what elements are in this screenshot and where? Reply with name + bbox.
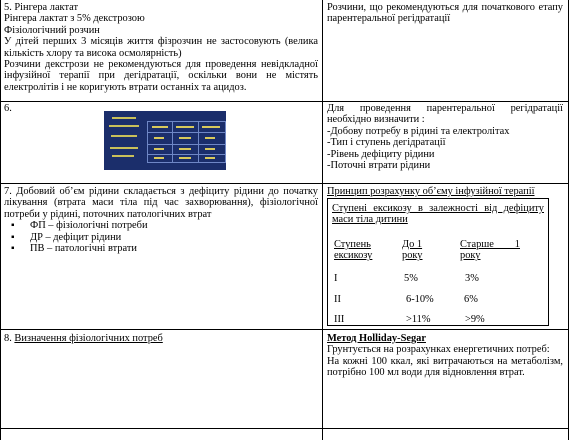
row7-left-cell bbox=[4, 186, 318, 254]
row7-paragraph: 7. Добовий об’єм рідини складається з дефіциту рідини до початку лікування (втрата маси тіла під час захворювання), фізіологічної потреби у рідині, поточних патологічних втрат bbox=[4, 186, 318, 220]
row6-item-1: -Добову потребу в рідині та електролітах bbox=[327, 125, 510, 137]
row-divider-4 bbox=[0, 428, 569, 429]
row-divider-3 bbox=[0, 329, 569, 330]
row8-left-cell bbox=[4, 333, 318, 344]
row5-paragraph-2: Розчини декстрози не рекомендуються для проведення невідкладної інфузійної терапії при дегідратації, оскільки вони не містять електролітів і не коригують втрати останніх та ацидоз. bbox=[4, 59, 318, 93]
table-border-right bbox=[568, 0, 569, 440]
row5-line-3: Фізіологічний розчин bbox=[4, 24, 100, 36]
row6-item-3: -Рівень дефіциту рідини bbox=[327, 148, 435, 160]
table-header-2: До 1 року bbox=[402, 239, 423, 262]
row8-title: Визначення фізіологічних потреб bbox=[14, 333, 163, 344]
row6-item-4: -Поточні втрати рідини bbox=[327, 160, 431, 172]
row5-line-2: Рінгера лактат з 5% декстрозою bbox=[4, 13, 145, 25]
table-caption: Ступені ексикозу в залежності від дефіциту маси тіла дитини bbox=[332, 203, 544, 226]
row8-paragraph-2: На кожні 100 ккал, які витрачаються на метаболізм, потрібно 100 мл води для відновлення втрат. bbox=[327, 355, 563, 379]
list-item bbox=[4, 220, 318, 231]
table-cell: 6% bbox=[464, 294, 478, 305]
row-divider-1 bbox=[0, 101, 569, 102]
row5-right-text: Розчини, що рекомендуються для початкового етапу парентеральної регідратації bbox=[327, 2, 563, 25]
row5-line-1: 5. Рінгера лактат bbox=[4, 2, 79, 13]
table-cell: 3% bbox=[465, 273, 479, 284]
row6-item-2: -Тип і ступень дегідратації bbox=[327, 137, 446, 149]
table-cell: 5% bbox=[404, 273, 418, 284]
list-item bbox=[4, 243, 318, 254]
table-header-3: Старше 1 року bbox=[460, 239, 520, 262]
row8-paragraph-1: Грунтується на розрахунках енергетичних потреб: bbox=[327, 344, 550, 356]
table-cell: >11% bbox=[406, 314, 431, 325]
row5-left-cell bbox=[4, 2, 318, 93]
table-cell: 6-10% bbox=[406, 294, 434, 305]
table-border-left bbox=[0, 0, 1, 440]
table-cell: II bbox=[334, 294, 341, 305]
row8-right-cell bbox=[327, 333, 563, 379]
table-border-mid bbox=[322, 0, 323, 440]
row8-method-title: Метод Holliday-Segar bbox=[327, 333, 426, 344]
row6-number: 6. bbox=[4, 103, 12, 114]
row7-right-title: Принцип розрахунку об’єму інфузійної терапії bbox=[327, 186, 535, 197]
exsiccosis-table bbox=[327, 198, 549, 326]
table-header-1: Ступень ексикозу bbox=[334, 239, 373, 262]
row5-paragraph-1: У дітей перших 3 місяців життя фізрозчин не застосовують (велика кількість хлору та висока осмолярність) bbox=[4, 36, 318, 59]
row6-right-cell bbox=[327, 103, 563, 171]
bullet-text: ПВ – патологічні втрати bbox=[30, 243, 137, 255]
table-cell: >9% bbox=[465, 314, 485, 325]
list-item bbox=[4, 232, 318, 243]
bullet-icon: ▪ bbox=[11, 231, 15, 243]
row5-right-cell bbox=[327, 2, 563, 25]
slide-image bbox=[104, 111, 226, 170]
table-cell: III bbox=[334, 314, 345, 325]
bullet-text: ДР – дефіцит рідини bbox=[30, 231, 122, 243]
bullet-icon: ▪ bbox=[11, 243, 15, 255]
row8-number: 8. bbox=[4, 333, 15, 344]
row6-intro: Для проведення парентеральної регідратації необхідно визначити : bbox=[327, 103, 563, 126]
bullet-icon: ▪ bbox=[11, 220, 15, 232]
row7-bullet-list bbox=[4, 220, 318, 254]
bullet-text: ФП – фізіологічні потреби bbox=[30, 220, 148, 232]
row-divider-2 bbox=[0, 183, 569, 184]
table-cell: I bbox=[334, 273, 338, 284]
